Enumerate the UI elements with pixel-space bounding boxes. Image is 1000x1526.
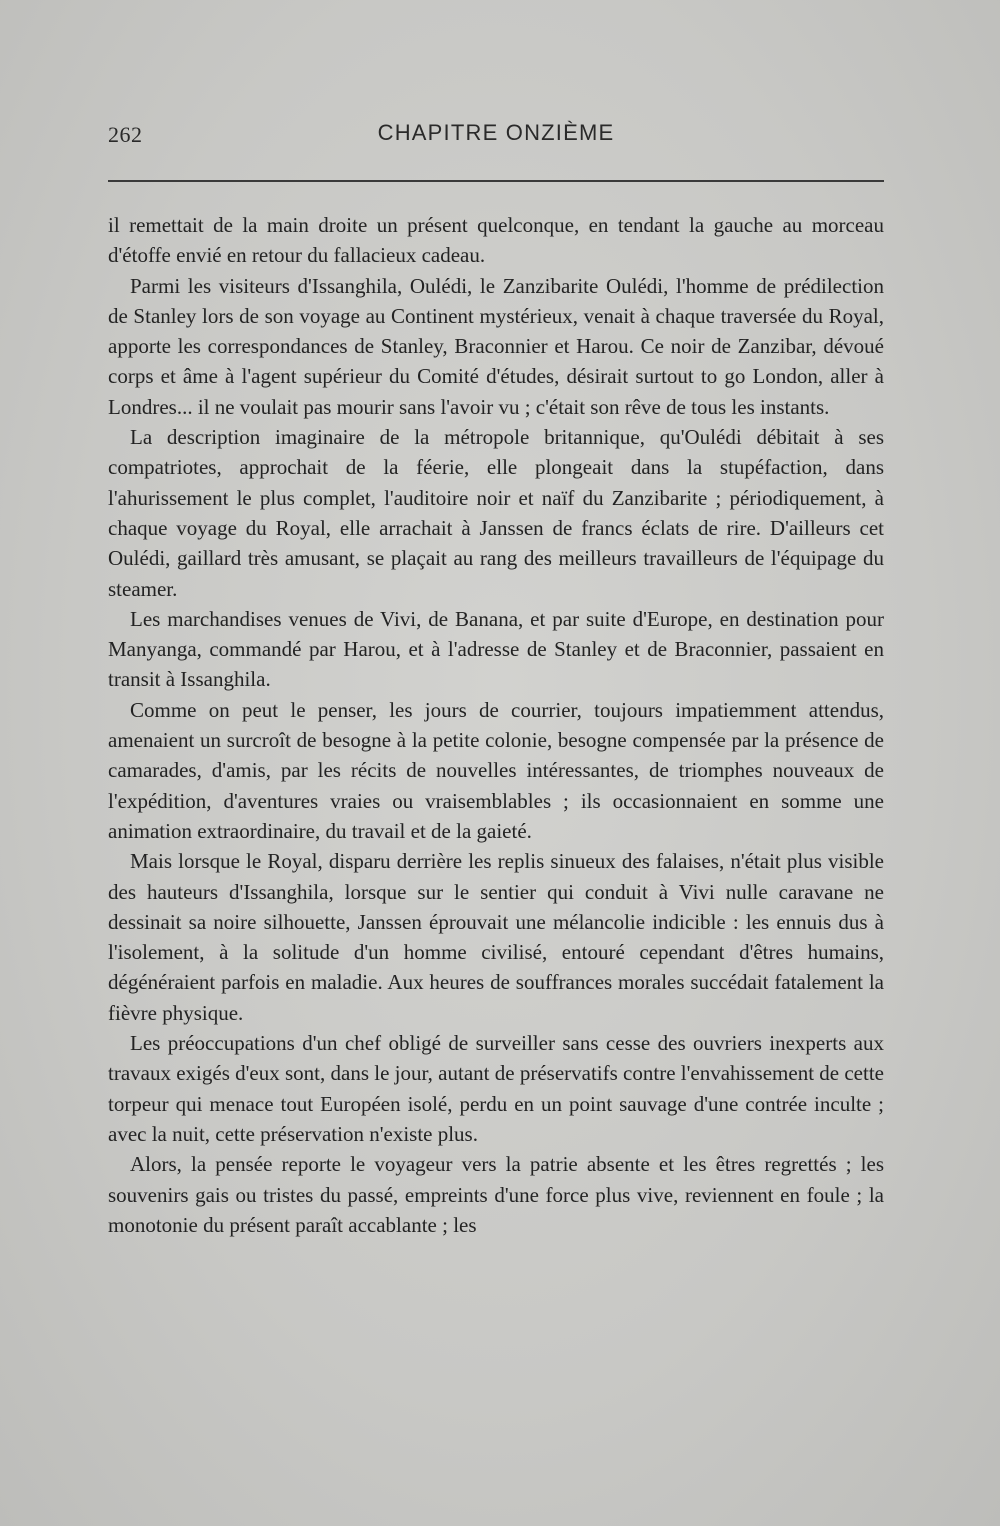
paragraph: Les marchandises venues de Vivi, de Banana, et par suite d'Europe, en destination pour Manyanga, commandé par Harou, et à l'adresse de Stanley et de Braconnier, passaient en transit à Issanghila. — [108, 606, 884, 692]
paragraph: Mais lorsque le Royal, disparu derrière les replis sinueux des falaises, n'était plus visible des hauteurs d'Issanghila, lorsque sur le sentier qui conduit à Vivi nulle caravane ne dessinait sa noire silhouette, Janssen éprouvait une mélancolie indicible : les ennuis dus à l'isolement, à la solitude d'un homme civilisé, entouré cependant d'êtres humains, dégénéraient parfois en maladie. Aux heures de souffrances morales succédait fatalement la fièvre physique. — [108, 849, 884, 1025]
paragraph: Parmi les visiteurs d'Issanghila, Oulédi, le Zanzibarite Oulédi, l'homme de prédilection de Stanley lors de son voyage au Continent mystérieux, venait à chaque traversée du Royal, apporte les correspondances de Stanley, Braconnier et Harou. Ce noir de Zanzibar, dévoué corps et âme à l'agent supérieur du Comité d'études, désirait surtout to go London, aller à Londres... il ne voulait pas mourir sans l'avoir vu ; c'était son rêve de tous les instants. — [108, 273, 884, 419]
paragraph: Comme on peut le penser, les jours de courrier, toujours impatiemment attendus, amenaient un surcroît de besogne à la petite colonie, besogne compensée par la présence de camarades, d'amis, par les récits de nouvelles intéressantes, de triomphes nouveaux de l'expédition, d'aventures vraies ou vraisemblables ; ils occasionnaient en somme une animation extraordinaire, du travail et de la gaieté. — [108, 697, 884, 843]
paragraph: La description imaginaire de la métropole britannique, qu'Oulédi débitait à ses compatriotes, approchait de la féerie, elle plongeait dans la stupéfaction, dans l'ahurissement le plus complet, l'auditoire noir et naïf du Zanzibarite ; périodiquement, à chaque voyage du Royal, elle arrachait à Janssen de francs éclats de rire. D'ailleurs cet Oulédi, gaillard très amusant, se plaçait au rang des meilleurs travailleurs de l'équipage du steamer. — [108, 425, 884, 601]
body-text — [108, 210, 884, 1240]
chapter-title: CHAPITRE ONZIÈME — [377, 120, 615, 145]
paragraph: il remettait de la main droite un présent quelconque, en tendant la gauche au morceau d'étoffe envié en retour du fallacieux cadeau. — [108, 213, 884, 268]
paragraph: Alors, la pensée reporte le voyageur vers la patrie absente et les êtres regrettés ; les souvenirs gais ou tristes du passé, empreints d'une force plus vive, reviennent en foule ; la monotonie du présent paraît accablante ; les — [108, 1152, 884, 1237]
header-rule — [108, 180, 884, 182]
running-head — [108, 118, 884, 154]
paragraph: Les préoccupations d'un chef obligé de surveiller sans cesse des ouvriers inexperts aux travaux exigés d'eux sont, dans le jour, autant de préservatifs contre l'envahissement de cette torpeur qui menace tout Européen isolé, perdu en un point sauvage d'une contrée inculte ; avec la nuit, cette préservation n'existe plus. — [108, 1031, 884, 1146]
page-number: 262 — [108, 122, 143, 147]
